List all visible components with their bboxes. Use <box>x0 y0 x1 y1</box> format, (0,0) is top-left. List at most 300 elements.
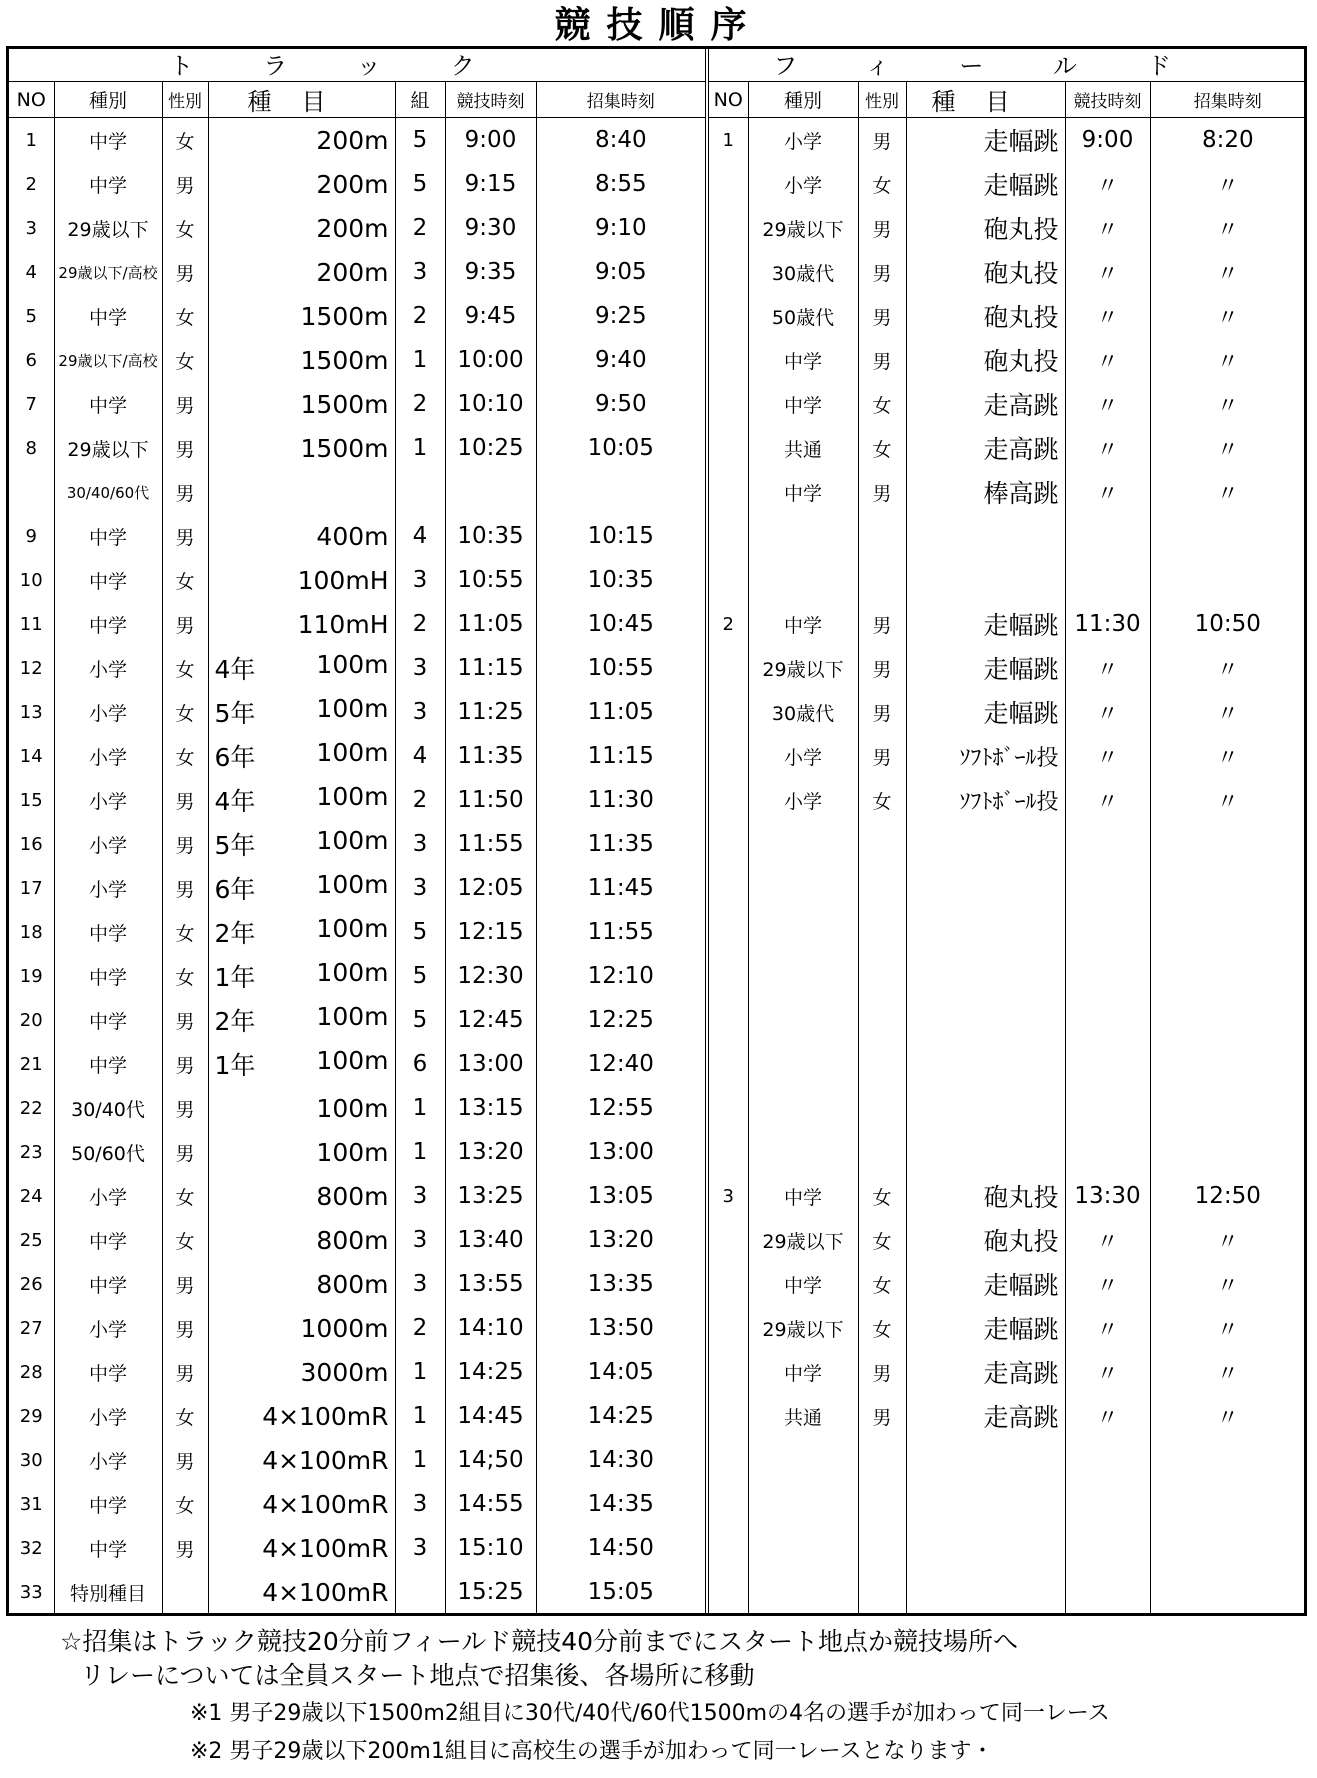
field-row <box>709 1174 1305 1218</box>
row-event-grade: 6年 <box>214 875 256 904</box>
row-event: 走幅跳 <box>906 1306 1065 1350</box>
row-category: 小学 <box>54 690 162 734</box>
row-number: 27 <box>19 1317 43 1339</box>
row-start-time: 11:15 <box>445 646 536 690</box>
row-start-time: 〃 <box>1065 162 1150 206</box>
field-row <box>709 1570 1305 1614</box>
row-call-time: 15:05 <box>536 1570 705 1614</box>
row-event: 走幅跳 <box>906 1262 1065 1306</box>
row-event: 砲丸投 <box>906 294 1065 338</box>
row-number: 11 <box>19 613 43 635</box>
row-call-time: 10:50 <box>1150 602 1305 646</box>
row-start-time: 13:25 <box>445 1174 536 1218</box>
row-start-time: 〃 <box>1065 778 1150 822</box>
row-call-time: 〃 <box>1150 250 1305 294</box>
row-category: 中学 <box>54 294 162 338</box>
row-gender: 女 <box>162 206 208 250</box>
row-group: 6 <box>395 1042 445 1086</box>
row-event-name: 100m <box>316 650 389 679</box>
field-row <box>709 910 1305 954</box>
row-gender: 女 <box>858 382 906 426</box>
row-number <box>709 734 748 778</box>
note-line: リレーについては全員スタート地点で招集後、各場所に移動 <box>80 1661 755 1690</box>
row-category: 中学 <box>54 1482 162 1526</box>
row-gender <box>858 998 906 1042</box>
row-start-time <box>445 470 536 514</box>
row-gender <box>858 1042 906 1086</box>
row-number: 3 <box>722 1185 734 1207</box>
row-call-time: 〃 <box>1150 470 1305 514</box>
field-row <box>709 1438 1305 1482</box>
row-event <box>906 1042 1065 1086</box>
row-start-time: 15:10 <box>445 1526 536 1570</box>
row-event <box>208 954 395 998</box>
row-start-time: 12:30 <box>445 954 536 998</box>
row-gender: 女 <box>162 1394 208 1438</box>
row-category <box>748 910 858 954</box>
row-start-time: 9:00 <box>445 118 536 163</box>
row-start-time: 10:35 <box>445 514 536 558</box>
row-gender: 男 <box>162 1306 208 1350</box>
row-number <box>709 1438 748 1482</box>
field-row <box>709 1262 1305 1306</box>
row-start-time: 〃 <box>1065 646 1150 690</box>
row-group: 1 <box>395 1394 445 1438</box>
row-call-time: 12:10 <box>536 954 705 998</box>
row-category: 中学 <box>748 602 858 646</box>
field-row <box>709 1482 1305 1526</box>
row-gender: 男 <box>162 602 208 646</box>
row-category: 29歳以下 <box>54 426 162 470</box>
field-col-start-time: 競技時刻 <box>1065 82 1150 118</box>
row-event-name: 100m <box>316 782 389 811</box>
row-event <box>208 206 395 250</box>
track-row <box>9 1438 705 1482</box>
row-event-name: 100m <box>316 1002 389 1031</box>
row-gender: 男 <box>162 426 208 470</box>
row-event <box>906 998 1065 1042</box>
row-start-time: 9:00 <box>1065 118 1150 163</box>
row-category: 共通 <box>748 426 858 470</box>
row-start-time <box>1065 866 1150 910</box>
row-number: 21 <box>19 1053 43 1075</box>
row-group: 2 <box>395 602 445 646</box>
row-event <box>208 866 395 910</box>
row-start-time: 9:15 <box>445 162 536 206</box>
row-call-time: 8:40 <box>536 118 705 163</box>
row-call-time: 10:35 <box>536 558 705 602</box>
field-row <box>709 690 1305 734</box>
row-category: 中学 <box>54 1350 162 1394</box>
row-gender <box>858 1086 906 1130</box>
row-call-time <box>1150 954 1305 998</box>
row-start-time: 〃 <box>1065 734 1150 778</box>
row-category: 小学 <box>748 118 858 163</box>
row-event-grade: 2年 <box>214 919 256 948</box>
row-category <box>748 1130 858 1174</box>
track-row <box>9 382 705 426</box>
field-row <box>709 646 1305 690</box>
row-call-time: 9:25 <box>536 294 705 338</box>
row-group: 3 <box>395 1218 445 1262</box>
row-call-time <box>1150 558 1305 602</box>
row-event <box>208 822 395 866</box>
track-row <box>9 1086 705 1130</box>
row-start-time: 11:25 <box>445 690 536 734</box>
row-call-time: 13:50 <box>536 1306 705 1350</box>
row-event: 砲丸投 <box>906 206 1065 250</box>
row-gender: 男 <box>858 294 906 338</box>
row-event-name: 1500m <box>300 345 389 375</box>
row-call-time: 13:35 <box>536 1262 705 1306</box>
row-event <box>208 1482 395 1526</box>
row-gender: 男 <box>162 1042 208 1086</box>
track-col-gender: 性別 <box>162 82 208 118</box>
track-row <box>9 1350 705 1394</box>
row-event-name: 4×100mR <box>262 1533 389 1563</box>
track-col-no: NO <box>9 82 54 118</box>
row-gender: 女 <box>858 1306 906 1350</box>
row-category <box>748 514 858 558</box>
row-gender: 男 <box>858 338 906 382</box>
row-group: 5 <box>395 162 445 206</box>
row-gender: 男 <box>858 734 906 778</box>
row-event <box>906 910 1065 954</box>
row-call-time: 13:00 <box>536 1130 705 1174</box>
row-call-time: 〃 <box>1150 1350 1305 1394</box>
row-call-time <box>1150 866 1305 910</box>
row-event-name: 1000m <box>300 1313 389 1343</box>
row-category: 50/60代 <box>54 1130 162 1174</box>
row-category: 小学 <box>54 734 162 778</box>
row-start-time: 〃 <box>1065 470 1150 514</box>
row-number <box>709 778 748 822</box>
row-category <box>748 1570 858 1614</box>
row-group: 3 <box>395 866 445 910</box>
row-group: 3 <box>395 1482 445 1526</box>
row-start-time <box>1065 1438 1150 1482</box>
row-gender <box>858 1526 906 1570</box>
row-group <box>395 470 445 514</box>
row-gender <box>858 1482 906 1526</box>
row-category: 中学 <box>748 1262 858 1306</box>
row-number <box>709 1042 748 1086</box>
row-group: 1 <box>395 1350 445 1394</box>
row-start-time: 14:10 <box>445 1306 536 1350</box>
row-group: 5 <box>395 910 445 954</box>
row-group: 2 <box>395 382 445 426</box>
row-event-name: 110mH <box>297 609 389 639</box>
row-start-time: 13:15 <box>445 1086 536 1130</box>
row-start-time: 〃 <box>1065 1262 1150 1306</box>
field-row <box>709 1306 1305 1350</box>
row-event: 走高跳 <box>906 1394 1065 1438</box>
row-category: 中学 <box>54 1526 162 1570</box>
row-group: 4 <box>395 734 445 778</box>
row-event-name: 800m <box>316 1269 389 1299</box>
row-gender: 女 <box>858 162 906 206</box>
row-event <box>208 734 395 778</box>
track-row <box>9 470 705 514</box>
row-start-time: 〃 <box>1065 382 1150 426</box>
row-call-time: 11:35 <box>536 822 705 866</box>
row-event: 砲丸投 <box>906 338 1065 382</box>
field-row <box>709 426 1305 470</box>
row-event-name: 100m <box>316 958 389 987</box>
row-category: 29歳以下 <box>54 206 162 250</box>
row-gender: 男 <box>162 1262 208 1306</box>
row-number <box>709 1306 748 1350</box>
row-event <box>208 250 395 294</box>
row-call-time: 〃 <box>1150 1306 1305 1350</box>
row-event <box>906 954 1065 998</box>
row-group: 2 <box>395 1306 445 1350</box>
row-call-time: 〃 <box>1150 1262 1305 1306</box>
row-gender <box>162 1570 208 1614</box>
field-row <box>709 206 1305 250</box>
row-category: 小学 <box>54 778 162 822</box>
row-event-name: 100mH <box>297 565 389 595</box>
track-row <box>9 778 705 822</box>
row-number: 9 <box>25 525 37 547</box>
row-event: ｿﾌﾄﾎﾞｰﾙ投 <box>906 734 1065 778</box>
row-event <box>906 822 1065 866</box>
row-call-time: 9:05 <box>536 250 705 294</box>
row-start-time <box>1065 998 1150 1042</box>
row-gender: 女 <box>162 1482 208 1526</box>
row-number: 3 <box>25 217 37 239</box>
row-gender <box>858 866 906 910</box>
row-start-time: 11:30 <box>1065 602 1150 646</box>
row-group: 3 <box>395 690 445 734</box>
field-row <box>709 1526 1305 1570</box>
field-row <box>709 250 1305 294</box>
field-row <box>709 1130 1305 1174</box>
row-number: 13 <box>19 701 43 723</box>
track-row <box>9 558 705 602</box>
row-event <box>906 866 1065 910</box>
track-row <box>9 162 705 206</box>
track-row <box>9 866 705 910</box>
row-gender <box>858 1570 906 1614</box>
row-start-time: 9:35 <box>445 250 536 294</box>
field-row <box>709 1086 1305 1130</box>
row-gender: 女 <box>858 1218 906 1262</box>
track-row <box>9 118 705 163</box>
row-start-time: 10:55 <box>445 558 536 602</box>
row-number: 17 <box>19 877 43 899</box>
track-row <box>9 426 705 470</box>
row-gender: 男 <box>162 866 208 910</box>
row-call-time <box>1150 1086 1305 1130</box>
row-gender: 男 <box>162 1350 208 1394</box>
row-event: 走高跳 <box>906 382 1065 426</box>
row-category <box>748 1526 858 1570</box>
row-event <box>208 646 395 690</box>
row-category: 中学 <box>54 162 162 206</box>
row-number: 12 <box>19 657 43 679</box>
row-category: 中学 <box>54 514 162 558</box>
row-gender: 男 <box>858 470 906 514</box>
row-event: 走高跳 <box>906 1350 1065 1394</box>
row-event: 棒高跳 <box>906 470 1065 514</box>
row-event <box>208 1526 395 1570</box>
field-col-event: 種目 <box>906 82 1065 118</box>
field-row <box>709 866 1305 910</box>
field-row <box>709 1350 1305 1394</box>
row-event-grade: 6年 <box>214 743 256 772</box>
row-gender: 男 <box>162 1526 208 1570</box>
row-call-time <box>1150 1482 1305 1526</box>
row-call-time: 14:05 <box>536 1350 705 1394</box>
row-category: 中学 <box>748 470 858 514</box>
row-call-time: 〃 <box>1150 294 1305 338</box>
row-start-time: 〃 <box>1065 1218 1150 1262</box>
row-start-time: 〃 <box>1065 250 1150 294</box>
row-event-name: 1500m <box>300 389 389 419</box>
row-start-time: 〃 <box>1065 426 1150 470</box>
row-number: 29 <box>19 1405 43 1427</box>
row-event-name: 3000m <box>300 1357 389 1387</box>
row-start-time <box>1065 1086 1150 1130</box>
row-event-grade: 5年 <box>214 831 256 860</box>
row-number: 26 <box>19 1273 43 1295</box>
row-call-time: 8:20 <box>1150 118 1305 163</box>
row-start-time <box>1065 910 1150 954</box>
row-number <box>709 822 748 866</box>
row-call-time <box>536 470 705 514</box>
row-event-name: 800m <box>316 1225 389 1255</box>
row-event-name: 200m <box>316 257 389 287</box>
row-event <box>208 1306 395 1350</box>
row-start-time: 〃 <box>1065 1350 1150 1394</box>
row-category <box>748 822 858 866</box>
row-category: 小学 <box>54 1306 162 1350</box>
row-start-time <box>1065 954 1150 998</box>
row-start-time: 9:45 <box>445 294 536 338</box>
row-number <box>709 646 748 690</box>
row-event-grade: 5年 <box>214 699 256 728</box>
row-number <box>709 954 748 998</box>
row-category: 小学 <box>54 1394 162 1438</box>
row-event <box>208 778 395 822</box>
row-number <box>709 514 748 558</box>
row-start-time: 9:30 <box>445 206 536 250</box>
row-gender: 男 <box>162 1130 208 1174</box>
row-category: 小学 <box>54 866 162 910</box>
row-event <box>208 910 395 954</box>
row-call-time: 〃 <box>1150 734 1305 778</box>
field-col-call-time: 招集時刻 <box>1150 82 1305 118</box>
row-start-time: 11:55 <box>445 822 536 866</box>
track-row <box>9 646 705 690</box>
field-row <box>709 514 1305 558</box>
row-event-name: 800m <box>316 1181 389 1211</box>
row-event <box>208 294 395 338</box>
row-category <box>748 1482 858 1526</box>
row-event <box>906 1482 1065 1526</box>
row-number: 2 <box>722 613 734 635</box>
row-group: 5 <box>395 118 445 163</box>
row-call-time: 13:20 <box>536 1218 705 1262</box>
row-number <box>709 1130 748 1174</box>
row-call-time: 〃 <box>1150 426 1305 470</box>
row-category: 小学 <box>748 734 858 778</box>
row-event-name: 200m <box>316 213 389 243</box>
field-row <box>709 822 1305 866</box>
row-number <box>709 1394 748 1438</box>
row-event <box>208 118 395 163</box>
row-event <box>208 558 395 602</box>
row-event <box>906 1438 1065 1482</box>
field-row <box>709 162 1305 206</box>
track-row <box>9 998 705 1042</box>
row-start-time: 〃 <box>1065 1394 1150 1438</box>
row-call-time: 9:50 <box>536 382 705 426</box>
row-category: 小学 <box>54 1174 162 1218</box>
field-col-gender: 性別 <box>858 82 906 118</box>
row-event <box>208 1174 395 1218</box>
track-schedule-table <box>9 46 705 1614</box>
row-category <box>748 558 858 602</box>
row-call-time <box>1150 1438 1305 1482</box>
row-category: 中学 <box>54 1218 162 1262</box>
row-number <box>709 1570 748 1614</box>
row-event-grade: 1年 <box>214 963 256 992</box>
row-event-grade: 2年 <box>214 1007 256 1036</box>
row-call-time: 11:45 <box>536 866 705 910</box>
row-number <box>709 426 748 470</box>
row-call-time: 〃 <box>1150 690 1305 734</box>
row-call-time: 9:40 <box>536 338 705 382</box>
row-gender: 男 <box>162 1086 208 1130</box>
row-gender <box>858 514 906 558</box>
row-call-time <box>1150 1042 1305 1086</box>
row-start-time: 12:15 <box>445 910 536 954</box>
row-event <box>208 1086 395 1130</box>
row-start-time <box>1065 1130 1150 1174</box>
row-group: 3 <box>395 1174 445 1218</box>
row-gender <box>858 558 906 602</box>
row-start-time: 10:10 <box>445 382 536 426</box>
row-start-time: 15:25 <box>445 1570 536 1614</box>
row-event <box>208 1262 395 1306</box>
track-col-call-time: 招集時刻 <box>536 82 705 118</box>
track-row <box>9 690 705 734</box>
row-gender: 男 <box>162 382 208 426</box>
row-start-time <box>1065 1482 1150 1526</box>
field-row <box>709 382 1305 426</box>
row-gender: 男 <box>162 162 208 206</box>
field-schedule-table <box>709 46 1305 1614</box>
row-category: 50歳代 <box>748 294 858 338</box>
note-line: ※2 男子29歳以下200m1組目に高校生の選手が加わって同一レースとなります・ <box>190 1739 994 1764</box>
row-start-time: 11:50 <box>445 778 536 822</box>
row-number <box>709 470 748 514</box>
row-number: 15 <box>19 789 43 811</box>
row-number: 16 <box>19 833 43 855</box>
row-start-time <box>1065 558 1150 602</box>
row-number: 4 <box>25 261 37 283</box>
field-row <box>709 338 1305 382</box>
row-event: 走幅跳 <box>906 602 1065 646</box>
row-number: 18 <box>19 921 43 943</box>
row-gender: 女 <box>162 954 208 998</box>
row-call-time <box>1150 998 1305 1042</box>
row-category: 小学 <box>748 162 858 206</box>
row-start-time: 13:30 <box>1065 1174 1150 1218</box>
row-event <box>906 514 1065 558</box>
